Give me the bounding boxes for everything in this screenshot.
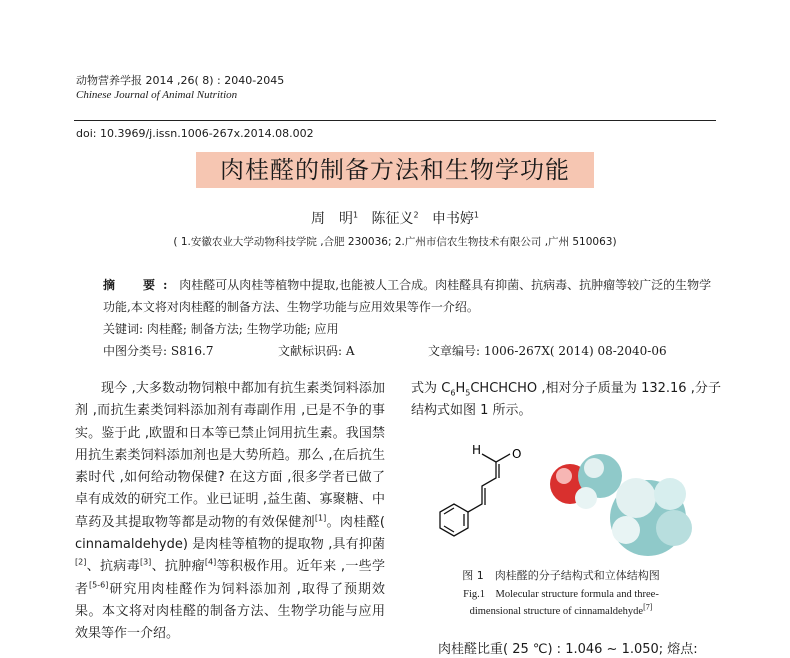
- authors: [0, 208, 790, 228]
- citation[interactable]: [3]: [139, 558, 152, 568]
- citation[interactable]: [2]: [75, 558, 87, 568]
- abstract: [103, 274, 715, 340]
- subscript: 5: [465, 388, 471, 398]
- document-code: [278, 342, 355, 359]
- citation[interactable]: [1]: [314, 513, 327, 523]
- density-line: 肉桂醛比重( 25 ℃) : 1.046 ~ 1.050; 熔点:: [438, 642, 698, 657]
- keywords-label: 关键词:: [103, 322, 144, 336]
- author-2: 陈征义: [371, 211, 414, 227]
- left-column-text: [75, 378, 385, 646]
- paragraph-part: 现今 ,大多数动物饲粮中都加有抗生素类饲料添加剂 ,而抗生素类饲料添加剂有毒副作用 ,已是不争的事实。鉴于此 ,欧盟和日本等已禁止饲用抗生素。我国禁用抗生素类饲料添加剂也是大势所趋。那么 ,在后抗生素时代 ,如何给动物保健? 在这方面 ,很多学者已做了卓有成效的研究工作。业已证明 ,益生菌、寡聚糖、中草药及其提取物等都是动物的有效保健剂: [75, 381, 385, 530]
- subscript: 6: [450, 388, 456, 398]
- keywords: [103, 318, 715, 340]
- clc-value: S816.7: [170, 344, 214, 358]
- paragraph-part: 、抗肿瘤: [151, 559, 205, 575]
- citation[interactable]: [4]: [204, 558, 217, 568]
- affiliation: ( 1.安徽农业大学动物科技学院 ,合肥 230036; 2.广州市信农生物技术有限公司 ,广州 510063): [173, 236, 617, 248]
- document-code-value: A: [345, 344, 355, 358]
- citation[interactable]: [7]: [643, 602, 653, 612]
- paragraph-part: 等积极作用。近年来 ,一些学者: [75, 559, 385, 597]
- formula-text: H: [455, 381, 466, 396]
- hydrogen-atom-label: H: [472, 443, 482, 457]
- figure-caption-en: [411, 586, 711, 620]
- figure-caption-en-line2: dimensional structure of cinnamaldehyde: [469, 606, 644, 617]
- abstract-text: 肉桂醛可从肉桂等植物中提取,也能被人工合成。肉桂醛具有抑菌、抗病毒、抗肿瘤等较广泛的生物学功能,本文将对肉桂醛的制备方法、生物学功能与应用效果等作一介绍。: [103, 278, 712, 314]
- article-number-value: 1006-267X( 2014) 08-2040-06: [483, 344, 667, 358]
- paragraph-part: 。肉桂醛( cinnamaldehyde) 是肉桂等植物的提取物 ,具有抑菌: [75, 514, 385, 553]
- header-rule: [74, 120, 716, 121]
- paragraph-part: 研究用肉桂醛作为饲料添加剂 ,取得了预期效果。本文将对肉桂醛的制备方法、生物学功能与应用效果等作一介绍。: [75, 581, 385, 642]
- molecule-figure: [420, 428, 720, 560]
- paper-title: 肉桂醛的制备方法和生物学功能: [196, 152, 594, 188]
- paragraph-part: 、抗病毒: [86, 559, 140, 575]
- author-2-affil: 2: [413, 210, 419, 220]
- author-1-affil: 1: [353, 210, 359, 220]
- abstract-label: 摘 要:: [103, 278, 176, 292]
- clc-label: 中图分类号:: [103, 344, 168, 358]
- article-number-label: 文章编号:: [428, 344, 481, 358]
- citation[interactable]: [5-6]: [89, 580, 109, 590]
- structural-formula: [440, 454, 510, 536]
- formula-text: CHCHCHO ,相对分子质量为 132.16 ,分子结构式如图 1 所示。: [411, 381, 721, 419]
- keywords-text: 肉桂醛; 制备方法; 生物学功能; 应用: [146, 322, 339, 336]
- journal-name-cn: 动物营养学报 2014 ,26( 8) : 2040-2045: [76, 74, 285, 87]
- author-3-affil: 1: [473, 210, 479, 220]
- space-filling-model: [550, 454, 692, 556]
- figure-caption-cn: 图 1 肉桂醛的分子结构式和立体结构图: [462, 569, 660, 582]
- abstract-body: [103, 274, 715, 318]
- journal-name-en: Chinese Journal of Animal Nutrition: [76, 89, 238, 101]
- doi: doi: 10.3969/j.issn.1006-267x.2014.08.002: [76, 127, 314, 140]
- author-3: 申书婷: [431, 211, 474, 227]
- author-1: 周 明: [311, 211, 353, 227]
- clc-number: [103, 342, 213, 359]
- document-code-label: 文献标识码:: [278, 344, 343, 358]
- oxygen-atom-label: O: [512, 447, 522, 461]
- figure-caption-en-line1: Fig.1 Molecular structure formula and three-: [463, 589, 659, 600]
- formula-text: 式为 C: [411, 381, 451, 396]
- article-number: [428, 342, 667, 359]
- right-column-text: [411, 378, 721, 423]
